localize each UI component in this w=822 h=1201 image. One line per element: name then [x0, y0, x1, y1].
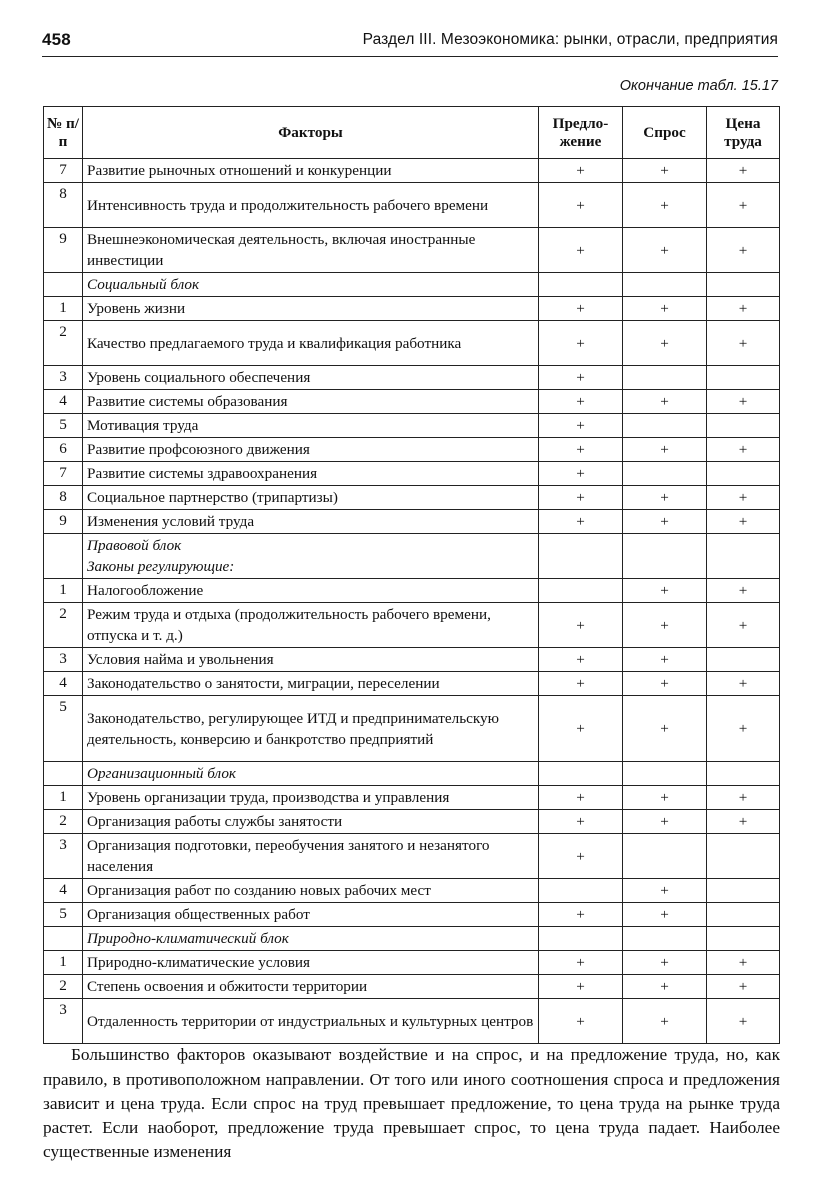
factor-name: Мотивация труда: [83, 414, 539, 438]
demand-mark: +: [623, 903, 707, 927]
table-row: [44, 696, 780, 762]
factor-name: Социальное партнерство (трипартизы): [83, 486, 539, 510]
block-subtitle: Законы регулирующие:: [87, 558, 235, 575]
factor-name: Режим труда и отдыха (продолжительность рабочего времени, отпуска и т. д.): [83, 603, 539, 648]
table-row: [44, 390, 780, 414]
table-row: [44, 366, 780, 390]
demand-mark: +: [623, 510, 707, 534]
supply-mark: +: [539, 390, 623, 414]
row-number: 9: [44, 228, 83, 273]
demand-mark: +: [623, 228, 707, 273]
row-number: 1: [44, 579, 83, 603]
table-row: [44, 462, 780, 486]
table-row: [44, 579, 780, 603]
block-price-cell: [707, 762, 780, 786]
block-row: [44, 927, 780, 951]
factor-name: Внешнеэкономическая деятельность, включая иностранные инвестиции: [83, 228, 539, 273]
table-row: [44, 672, 780, 696]
supply-mark: +: [539, 321, 623, 366]
table-row: [44, 297, 780, 321]
row-number: 2: [44, 975, 83, 999]
demand-mark: +: [623, 438, 707, 462]
price-mark: +: [707, 438, 780, 462]
table-row: [44, 159, 780, 183]
block-demand-cell: [623, 534, 707, 579]
price-mark: [707, 366, 780, 390]
price-mark: +: [707, 975, 780, 999]
table-row: [44, 648, 780, 672]
demand-mark: +: [623, 183, 707, 228]
price-mark: +: [707, 321, 780, 366]
supply-mark: +: [539, 786, 623, 810]
demand-mark: +: [623, 321, 707, 366]
header-factor: Факторы: [83, 107, 539, 159]
supply-mark: +: [539, 366, 623, 390]
table-body: [44, 159, 780, 1044]
price-mark: +: [707, 390, 780, 414]
table-row: [44, 414, 780, 438]
supply-mark: +: [539, 414, 623, 438]
table-row: [44, 183, 780, 228]
row-number: 5: [44, 696, 83, 762]
table-row: [44, 834, 780, 879]
table-row: [44, 975, 780, 999]
table-row: [44, 438, 780, 462]
block-supply-cell: [539, 273, 623, 297]
factors-table: [43, 106, 780, 1044]
demand-mark: +: [623, 672, 707, 696]
price-mark: [707, 414, 780, 438]
supply-mark: +: [539, 603, 623, 648]
price-mark: [707, 879, 780, 903]
row-number: 7: [44, 462, 83, 486]
row-number: 2: [44, 810, 83, 834]
factor-name: Организация общественных работ: [83, 903, 539, 927]
demand-mark: +: [623, 159, 707, 183]
table-row: [44, 786, 780, 810]
supply-mark: +: [539, 462, 623, 486]
demand-mark: +: [623, 999, 707, 1044]
table-header-row: [44, 107, 780, 159]
block-row: [44, 762, 780, 786]
block-num-cell: [44, 927, 83, 951]
price-mark: +: [707, 159, 780, 183]
supply-mark: [539, 879, 623, 903]
block-title: Правовой блок: [87, 537, 182, 554]
row-number: 1: [44, 951, 83, 975]
block-title-cell: [83, 273, 539, 297]
block-demand-cell: [623, 927, 707, 951]
supply-mark: +: [539, 183, 623, 228]
demand-mark: +: [623, 390, 707, 414]
demand-mark: [623, 414, 707, 438]
price-mark: [707, 903, 780, 927]
price-mark: +: [707, 672, 780, 696]
factor-name: Качество предлагаемого труда и квалификация работника: [83, 321, 539, 366]
block-title-cell: [83, 534, 539, 579]
supply-mark: +: [539, 486, 623, 510]
factor-name: Организация работы службы занятости: [83, 810, 539, 834]
demand-mark: [623, 834, 707, 879]
header-supply: Предло-жение: [539, 107, 623, 159]
price-mark: +: [707, 786, 780, 810]
block-num-cell: [44, 273, 83, 297]
supply-mark: +: [539, 228, 623, 273]
factor-name: Условия найма и увольнения: [83, 648, 539, 672]
price-mark: +: [707, 486, 780, 510]
supply-mark: +: [539, 975, 623, 999]
table-row: [44, 903, 780, 927]
block-num-cell: [44, 534, 83, 579]
block-title: Организационный блок: [87, 765, 237, 782]
table-row: [44, 228, 780, 273]
price-mark: +: [707, 951, 780, 975]
factor-name: Налогообложение: [83, 579, 539, 603]
factor-name: Организация подготовки, переобучения занятого и незанятого населения: [83, 834, 539, 879]
factor-name: Развитие рыночных отношений и конкуренции: [83, 159, 539, 183]
row-number: 9: [44, 510, 83, 534]
demand-mark: [623, 462, 707, 486]
row-number: 3: [44, 648, 83, 672]
block-price-cell: [707, 534, 780, 579]
supply-mark: +: [539, 834, 623, 879]
factor-name: Отдаленность территории от индустриальных и культурных центров: [83, 999, 539, 1044]
factor-name: Интенсивность труда и продолжительность рабочего времени: [83, 183, 539, 228]
supply-mark: +: [539, 648, 623, 672]
supply-mark: +: [539, 696, 623, 762]
factor-name: Законодательство о занятости, миграции, переселении: [83, 672, 539, 696]
row-number: 3: [44, 999, 83, 1044]
header-demand: Спрос: [623, 107, 707, 159]
block-title-cell: [83, 762, 539, 786]
block-supply-cell: [539, 534, 623, 579]
section-title: Раздел III. Мезоэкономика: рынки, отрасли, предприятия: [362, 31, 778, 48]
price-mark: [707, 834, 780, 879]
supply-mark: +: [539, 999, 623, 1044]
table-row: [44, 321, 780, 366]
block-num-cell: [44, 762, 83, 786]
row-number: 4: [44, 879, 83, 903]
factor-name: Уровень организации труда, производства и управления: [83, 786, 539, 810]
block-row: [44, 273, 780, 297]
supply-mark: [539, 579, 623, 603]
demand-mark: +: [623, 297, 707, 321]
demand-mark: [623, 366, 707, 390]
row-number: 2: [44, 603, 83, 648]
demand-mark: +: [623, 486, 707, 510]
factor-name: Развитие профсоюзного движения: [83, 438, 539, 462]
demand-mark: +: [623, 603, 707, 648]
row-number: 5: [44, 414, 83, 438]
supply-mark: +: [539, 951, 623, 975]
price-mark: +: [707, 228, 780, 273]
factor-name: Уровень жизни: [83, 297, 539, 321]
factor-name: Степень освоения и обжитости территории: [83, 975, 539, 999]
row-number: 7: [44, 159, 83, 183]
table-row: [44, 999, 780, 1044]
running-head: [42, 28, 778, 57]
table-row: [44, 879, 780, 903]
block-demand-cell: [623, 273, 707, 297]
row-number: 6: [44, 438, 83, 462]
factor-name: Уровень социального обеспечения: [83, 366, 539, 390]
demand-mark: +: [623, 951, 707, 975]
factor-name: Природно-климатические условия: [83, 951, 539, 975]
table-row: [44, 510, 780, 534]
demand-mark: +: [623, 879, 707, 903]
table-row: [44, 810, 780, 834]
header-price: Цена труда: [707, 107, 780, 159]
supply-mark: +: [539, 672, 623, 696]
table-row: [44, 603, 780, 648]
price-mark: [707, 462, 780, 486]
row-number: 3: [44, 834, 83, 879]
block-title: Социальный блок: [87, 276, 200, 293]
block-demand-cell: [623, 762, 707, 786]
factor-name: Законодательство, регулирующее ИТД и предпринимательскую деятельность, конверсию и банкротство предприятий: [83, 696, 539, 762]
factor-name: Развитие системы образования: [83, 390, 539, 414]
factor-name: Изменения условий труда: [83, 510, 539, 534]
factor-name: Развитие системы здравоохранения: [83, 462, 539, 486]
row-number: 3: [44, 366, 83, 390]
price-mark: [707, 648, 780, 672]
demand-mark: +: [623, 579, 707, 603]
block-title: Природно-климатический блок: [87, 930, 289, 947]
supply-mark: +: [539, 810, 623, 834]
header-num: № п/п: [44, 107, 83, 159]
row-number: 4: [44, 672, 83, 696]
block-title-cell: [83, 927, 539, 951]
price-mark: +: [707, 999, 780, 1044]
factor-name: Организация работ по созданию новых рабочих мест: [83, 879, 539, 903]
price-mark: +: [707, 696, 780, 762]
body-paragraph: Большинство факторов оказывают воздействие и на спрос, и на предложение труда, но, как правило, в противоположном направлении. От того или иного соотношения спроса и предложения зависит и цена труда. Если спрос на труд превышает предложение, то цена труда на рынке труда растет. Если наоборот, предложение труда превышает спрос, то цена труда падает. Наиболее существенные изменения: [43, 1045, 780, 1162]
supply-mark: +: [539, 297, 623, 321]
page-number: 458: [42, 30, 71, 49]
demand-mark: +: [623, 975, 707, 999]
price-mark: +: [707, 510, 780, 534]
price-mark: +: [707, 579, 780, 603]
price-mark: +: [707, 297, 780, 321]
demand-mark: +: [623, 810, 707, 834]
block-supply-cell: [539, 927, 623, 951]
supply-mark: +: [539, 510, 623, 534]
block-price-cell: [707, 273, 780, 297]
demand-mark: +: [623, 648, 707, 672]
table-row: [44, 486, 780, 510]
block-row: [44, 534, 780, 579]
table-row: [44, 951, 780, 975]
demand-mark: +: [623, 786, 707, 810]
supply-mark: +: [539, 159, 623, 183]
price-mark: +: [707, 183, 780, 228]
row-number: 5: [44, 903, 83, 927]
row-number: 4: [44, 390, 83, 414]
block-supply-cell: [539, 762, 623, 786]
row-number: 2: [44, 321, 83, 366]
demand-mark: +: [623, 696, 707, 762]
row-number: 1: [44, 297, 83, 321]
table-caption: Окончание табл. 15.17: [619, 78, 778, 94]
price-mark: +: [707, 810, 780, 834]
supply-mark: +: [539, 438, 623, 462]
row-number: 1: [44, 786, 83, 810]
supply-mark: +: [539, 903, 623, 927]
row-number: 8: [44, 486, 83, 510]
block-price-cell: [707, 927, 780, 951]
row-number: 8: [44, 183, 83, 228]
price-mark: +: [707, 603, 780, 648]
